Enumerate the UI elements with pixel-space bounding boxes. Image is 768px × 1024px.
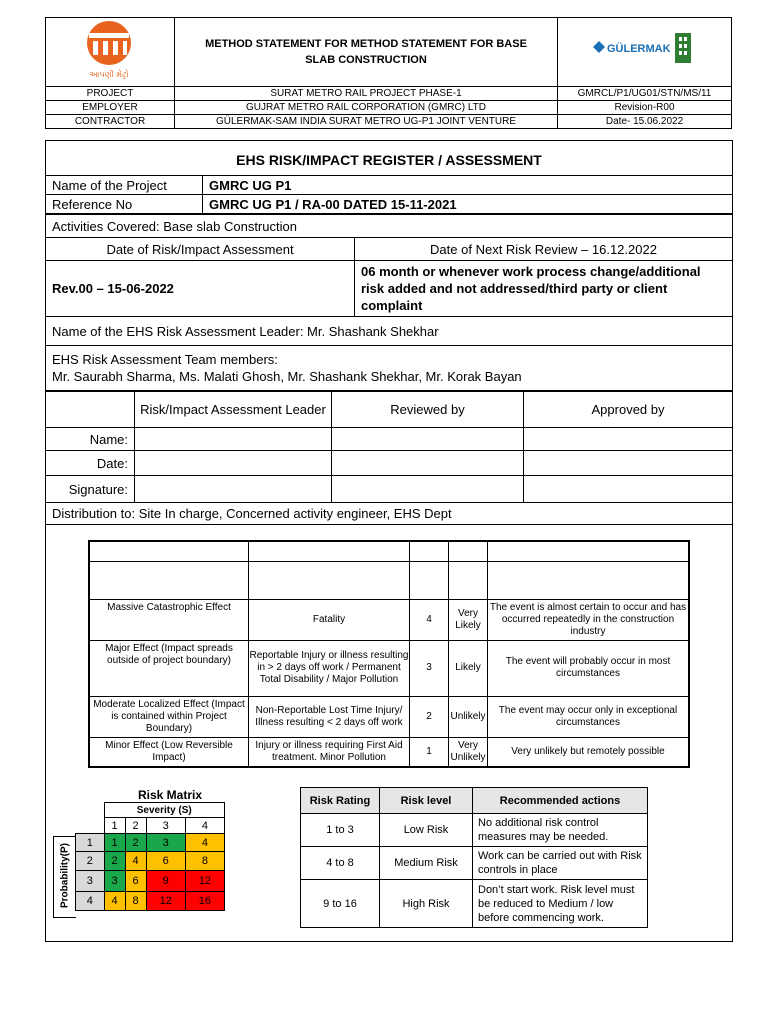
effect: Moderate Localized Effect (Impact is contained within Project Boundary)	[89, 696, 249, 737]
empty-header-cell	[449, 561, 488, 599]
risk-rating: 9 to 16	[301, 880, 380, 928]
matrix-cell: 16	[185, 892, 224, 911]
title-line-2: SLAB CONSTRUCTION	[305, 54, 427, 66]
consequence: Non-Reportable Lost Time Injury/ Illness resulting < 2 days off work	[249, 696, 410, 737]
severity-row	[89, 599, 689, 640]
date-approver-field[interactable]	[524, 451, 733, 476]
team-label: EHS Risk Assessment Team members:	[52, 352, 278, 367]
header-value: SURAT METRO RAIL PROJECT PHASE-1	[175, 87, 558, 101]
header-date: Date- 15.06.2022	[558, 115, 732, 129]
severity-axis-label: Severity (S)	[104, 803, 225, 818]
severity-row	[89, 696, 689, 737]
gmrc-logo-icon	[65, 19, 155, 81]
document-header	[45, 17, 732, 129]
matrix-cell: 12	[146, 892, 185, 911]
project-value: GMRC UG P1	[203, 176, 733, 195]
header-doc-number: GMRCL/P1/UG01/STN/MS/11	[558, 87, 732, 101]
probability-label-text: Probability(P)	[59, 843, 71, 909]
probability-row-label: 2	[76, 852, 105, 871]
matrix-cell: 8	[125, 892, 146, 911]
distribution-list: Distribution to: Site In charge, Concerned activity engineer, EHS Dept	[46, 503, 733, 525]
action-header: Recommended actions	[473, 788, 648, 814]
probability-row-label: 1	[76, 834, 105, 852]
review-note: 06 month or whenever work process change/additional risk added and not addressed/third party or client complaint	[355, 261, 733, 317]
severity-col: 2	[125, 818, 146, 834]
name-leader-field[interactable]	[135, 428, 332, 451]
risk-rating: 1 to 3	[301, 814, 380, 847]
severity-col: 3	[146, 818, 185, 834]
activities-covered: Activities Covered: Base slab Construction	[46, 215, 733, 238]
name-reviewer-field[interactable]	[332, 428, 524, 451]
signature-reviewer-field[interactable]	[332, 476, 524, 503]
header-value: GÜLERMAK-SAM INDIA SURAT METRO UG-P1 JOINT VENTURE	[175, 115, 558, 129]
matrix-cell: 3	[146, 834, 185, 852]
sign-col-approved: Approved by	[524, 392, 733, 428]
risk-matrix-title: Risk Matrix	[137, 788, 203, 802]
risk-rating: 4 to 8	[301, 847, 380, 880]
risk-level: Medium Risk	[380, 847, 473, 880]
empty-header-cell	[410, 561, 449, 599]
team-members-cell	[46, 346, 733, 391]
empty-header-cell	[449, 541, 488, 561]
date-reviewer-field[interactable]	[332, 451, 524, 476]
severity-col: 4	[185, 818, 224, 834]
recommended-action: Don’t start work. Risk level must be reduced to Medium / low before commencing work.	[473, 880, 648, 928]
reference-label: Reference No	[46, 195, 203, 214]
severity-col: 1	[104, 818, 125, 834]
matrix-corner	[76, 803, 105, 818]
effect: Minor Effect (Low Reversible Impact)	[89, 737, 249, 767]
sign-col-reviewed: Reviewed by	[332, 392, 524, 428]
name-approver-field[interactable]	[524, 428, 733, 451]
header-row-project	[46, 87, 732, 101]
header-value: GUJRAT METRO RAIL CORPORATION (GMRC) LTD	[175, 101, 558, 115]
matrix-cell: 9	[146, 871, 185, 892]
assessment-table	[45, 214, 733, 391]
team-members: Mr. Saurabh Sharma, Ms. Malati Ghosh, Mr. Shashank Shekhar, Mr. Korak Bayan	[52, 369, 522, 384]
header-revision: Revision-R00	[558, 101, 732, 115]
sign-col-leader: Risk/Impact Assessment Leader	[135, 392, 332, 428]
matrix-corner	[76, 818, 105, 834]
sign-row-name: Name:	[46, 428, 135, 451]
signature-approver-field[interactable]	[524, 476, 733, 503]
matrix-cell: 3	[104, 871, 125, 892]
sign-row-signature: Signature:	[46, 476, 135, 503]
header-row-employer	[46, 101, 732, 115]
probability-row-label: 4	[76, 892, 105, 911]
probability-row-label: 3	[76, 871, 105, 892]
matrix-cell: 1	[104, 834, 125, 852]
revision-date: Rev.00 – 15-06-2022	[46, 261, 355, 317]
gmrc-logo-cell	[46, 18, 175, 87]
empty-header-cell	[89, 541, 249, 561]
description: The event may occur only in exceptional circumstances	[488, 696, 690, 737]
matrix-cell: 8	[185, 852, 224, 871]
reference-value: GMRC UG P1 / RA-00 DATED 15-11-2021	[203, 195, 733, 214]
consequence: Injury or illness requiring First Aid treatment. Minor Pollution	[249, 737, 410, 767]
empty-header-cell	[488, 561, 690, 599]
register-heading: EHS RISK/IMPACT REGISTER / ASSESSMENT	[236, 152, 542, 168]
risk-rating-row	[301, 814, 648, 847]
level-header: Risk level	[380, 788, 473, 814]
effect: Major Effect (Impact spreads outside of project boundary)	[89, 640, 249, 696]
severity-row	[89, 737, 689, 767]
severity-likelihood-table	[88, 540, 690, 768]
register-table	[45, 175, 733, 214]
gulermak-logo-text: GÜLERMAK	[606, 43, 671, 55]
date-next-review: Date of Next Risk Review – 16.12.2022	[355, 238, 733, 261]
matrix-cell: 2	[125, 834, 146, 852]
matrix-cell: 4	[125, 852, 146, 871]
project-label: Name of the Project	[46, 176, 203, 195]
matrix-cell: 12	[185, 871, 224, 892]
consequence: Reportable Injury or illness resulting in > 2 days off work / Permanent Total Disability / Major Pollution	[249, 640, 410, 696]
consequence: Fatality	[249, 599, 410, 640]
signature-leader-field[interactable]	[135, 476, 332, 503]
gulermak-logo-cell	[558, 18, 732, 87]
recommended-action: Work can be carried out with Risk controls in place	[473, 847, 648, 880]
empty-header-cell	[488, 541, 690, 561]
date-assessment-label: Date of Risk/Impact Assessment	[46, 238, 355, 261]
empty-header-cell	[249, 541, 410, 561]
score: 2	[410, 696, 449, 737]
likelihood: Unlikely	[449, 696, 488, 737]
matrix-cell: 4	[104, 892, 125, 911]
assessment-leader: Name of the EHS Risk Assessment Leader: Mr. Shashank Shekhar	[46, 317, 733, 346]
header-label: EMPLOYER	[46, 101, 175, 115]
description: The event will probably occur in most circumstances	[488, 640, 690, 696]
risk-rating-row	[301, 880, 648, 928]
matrix-cell: 6	[125, 871, 146, 892]
date-leader-field[interactable]	[135, 451, 332, 476]
signature-table	[45, 391, 733, 525]
matrix-cell: 6	[146, 852, 185, 871]
empty-header-cell	[410, 541, 449, 561]
description: Very unlikely but remotely possible	[488, 737, 690, 767]
header-label: CONTRACTOR	[46, 115, 175, 129]
matrix-cell: 4	[185, 834, 224, 852]
matrix-cell: 2	[104, 852, 125, 871]
empty-header-cell	[89, 561, 249, 599]
risk-rating-table	[300, 787, 648, 928]
effect: Massive Catastrophic Effect	[89, 599, 249, 640]
rating-header: Risk Rating	[301, 788, 380, 814]
signature-corner	[46, 392, 135, 428]
score: 4	[410, 599, 449, 640]
description: The event is almost certain to occur and has occurred repeatedly in the construction industry	[488, 599, 690, 640]
recommended-action: No additional risk control measures may be needed.	[473, 814, 648, 847]
risk-rating-row	[301, 847, 648, 880]
likelihood: Likely	[449, 640, 488, 696]
severity-row	[89, 640, 689, 696]
title-line-1: METHOD STATEMENT FOR METHOD STATEMENT FOR BASE	[205, 38, 527, 50]
gulermak-logo-icon	[585, 25, 705, 75]
gmrc-logo-text: આપણી મેટ્રો	[89, 70, 129, 79]
empty-header-cell	[249, 561, 410, 599]
likelihood: Very Unlikely	[449, 737, 488, 767]
likelihood: Very Likely	[449, 599, 488, 640]
score: 1	[410, 737, 449, 767]
header-row-contractor	[46, 115, 732, 129]
probability-label	[53, 836, 76, 918]
header-label: PROJECT	[46, 87, 175, 101]
risk-matrix-table	[75, 802, 225, 911]
score: 3	[410, 640, 449, 696]
risk-level: Low Risk	[380, 814, 473, 847]
document-title	[175, 18, 558, 87]
risk-level: High Risk	[380, 880, 473, 928]
sign-row-date: Date:	[46, 451, 135, 476]
